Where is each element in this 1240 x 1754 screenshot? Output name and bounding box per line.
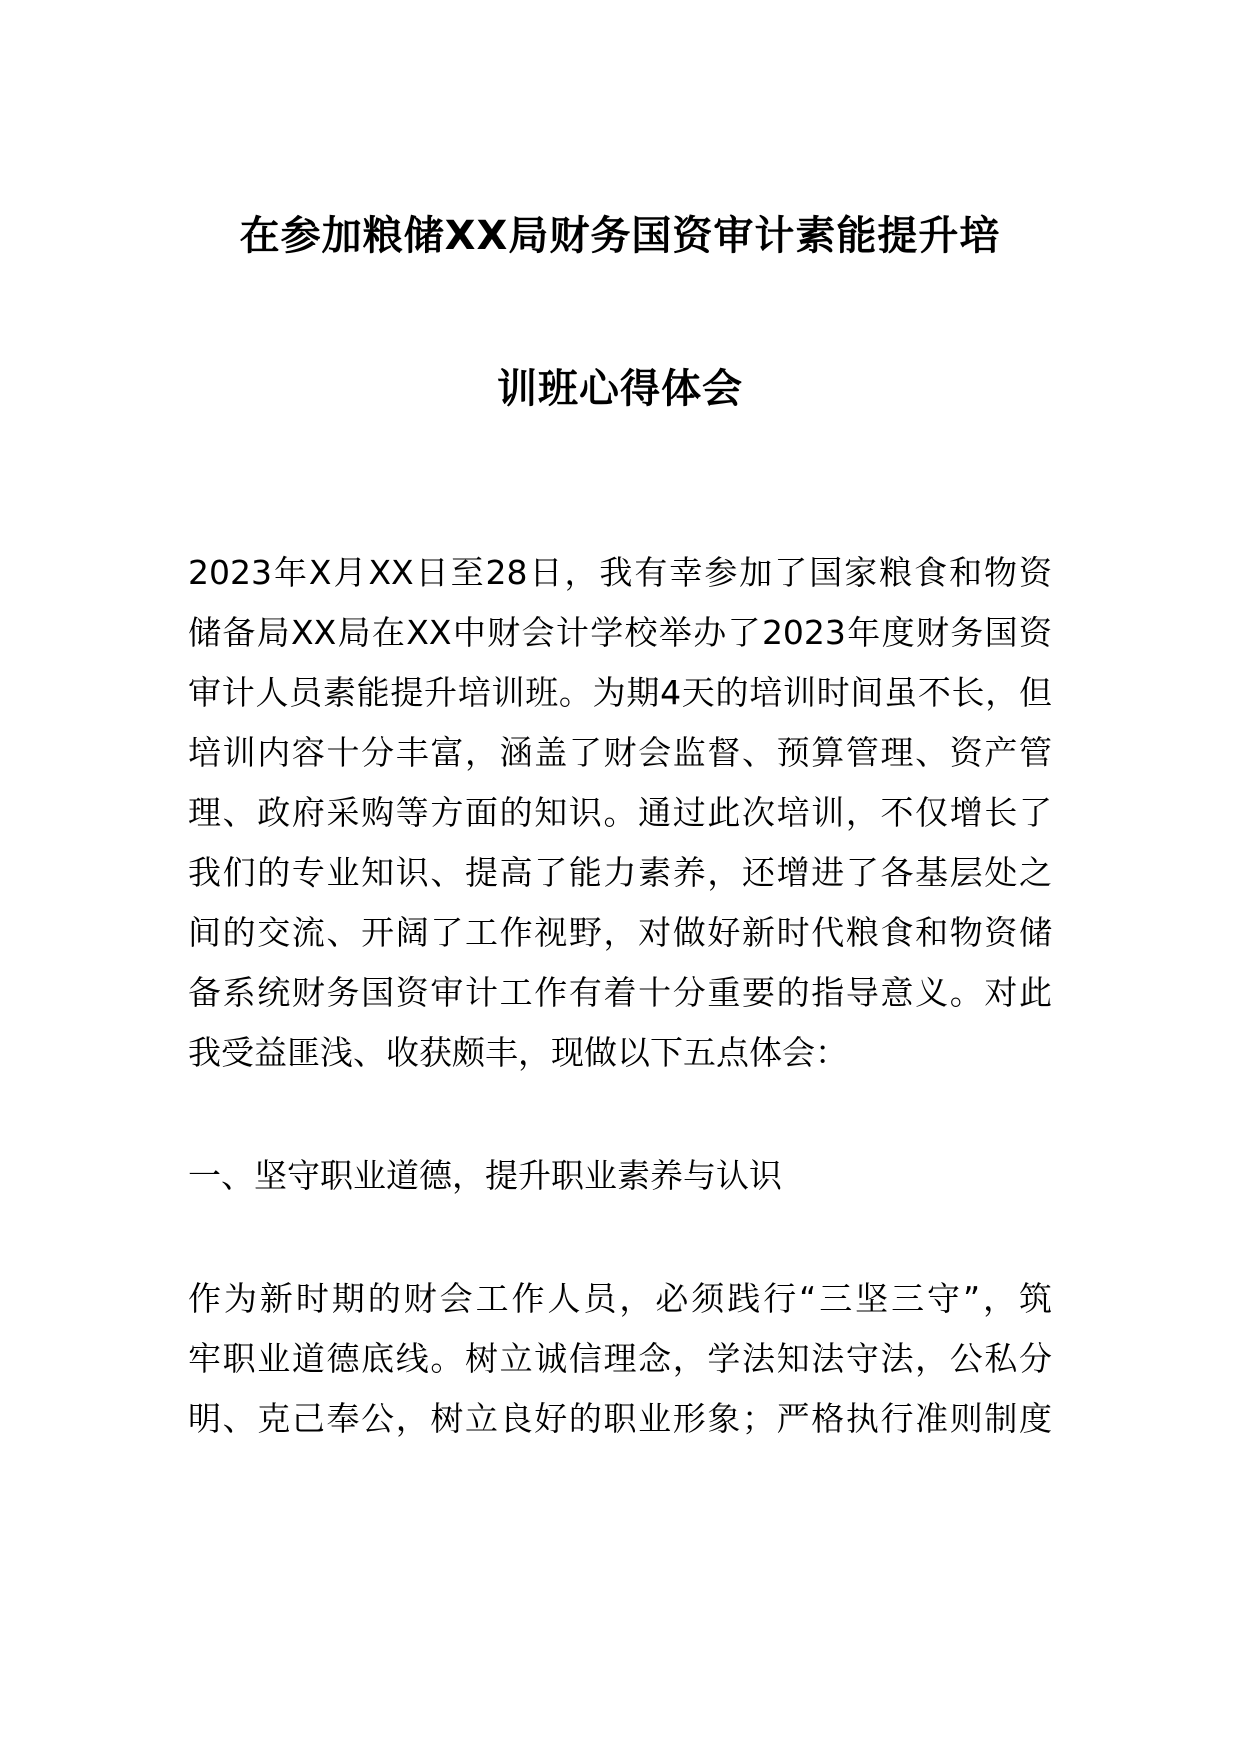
paragraph-line: 间的交流、开阔了工作视野，对做好新时代粮食和物资储 (188, 913, 1052, 952)
paragraph-line: 我们的专业知识、提高了能力素养，还增进了各基层处之 (188, 853, 1052, 892)
paragraph-line: 培训内容十分丰富，涵盖了财会监督、预算管理、资产管 (188, 733, 1052, 772)
document-title-line-1: 在参加粮储XX局财务国资审计素能提升培 (239, 213, 1001, 259)
paragraph-line: 我受益匪浅、收获颇丰，现做以下五点体会： (188, 1033, 848, 1072)
paragraph-line: 理、政府采购等方面的知识。通过此次培训，不仅增长了 (188, 793, 1052, 832)
document-title-line-2: 训班心得体会 (497, 366, 743, 412)
paragraph-line: 2023年X月XX日至28日，我有幸参加了国家粮食和物资 (188, 553, 1052, 592)
paragraph-line: 牢职业道德底线。树立诚信理念，学法知法守法，公私分 (188, 1339, 1052, 1378)
paragraph-line: 审计人员素能提升培训班。为期4天的培训时间虽不长，但 (188, 673, 1052, 712)
paragraph-line: 作为新时期的财会工作人员，必须践行“三坚三守”，筑 (188, 1279, 1052, 1318)
paragraph-line: 备系统财务国资审计工作有着十分重要的指导意义。对此 (188, 973, 1052, 1012)
section-heading: 一、坚守职业道德，提升职业素养与认识 (188, 1156, 782, 1195)
paragraph-line: 储备局XX局在XX中财会计学校举办了2023年度财务国资 (188, 613, 1052, 652)
paragraph-line: 明、克己奉公，树立良好的职业形象；严格执行准则制度 (188, 1399, 1052, 1438)
